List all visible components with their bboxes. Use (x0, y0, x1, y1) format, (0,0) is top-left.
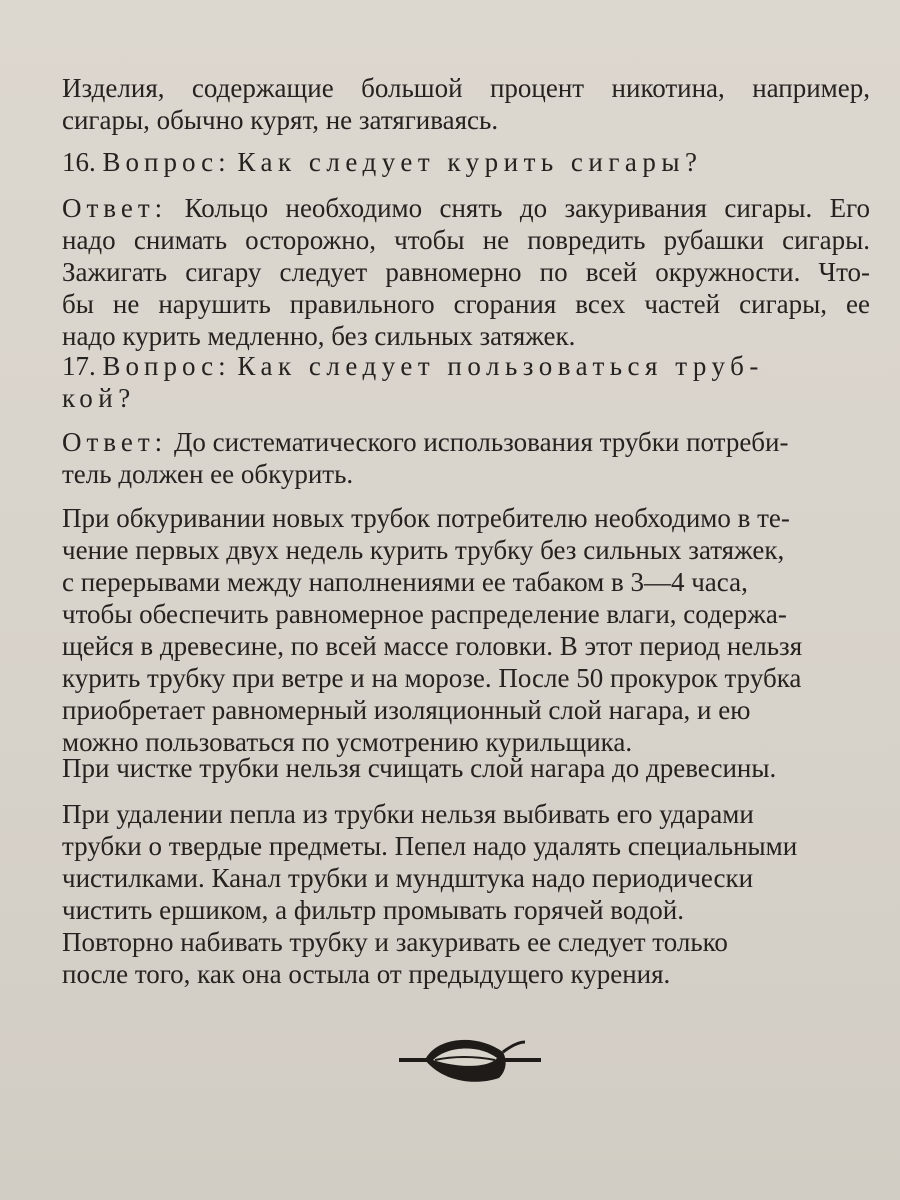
question-text: Как следует пользоваться труб- (237, 351, 764, 381)
answer-16 (62, 192, 870, 352)
paragraph-refill (62, 926, 870, 990)
paragraph-cleaning (62, 752, 870, 784)
intro-line: Изделия, содержащие большой процент никотина, например, (62, 73, 870, 103)
answer-line: надо курить медленно, без сильных затяжек. (62, 321, 576, 351)
answer-17 (62, 426, 870, 490)
question-number: 17. (62, 351, 96, 381)
paragraph-line: чение первых двух недель курить трубку без сильных затяжек, (62, 535, 785, 565)
leaf-ornament-icon (395, 1030, 545, 1100)
paragraph-line: с перерывами между наполнениями ее табаком в 3—4 часа, (62, 567, 748, 597)
paragraph-line: При чистке трубки нельзя счищать слой нагара до древесины. (62, 753, 777, 783)
paragraph-line: чистить ершиком, а фильтр промывать горячей водой. (62, 895, 684, 925)
answer-line: бы не нарушить правильного сгорания всех частей сигары, ее (62, 289, 870, 319)
paragraph-line: При обкуривании новых трубок потребителю необходимо в те- (62, 503, 790, 533)
answer-line: Кольцо необходимо снять до закуривания сигары. Его (184, 193, 871, 223)
paragraph-line: трубки о твердые предметы. Пепел надо удалять специальными (62, 831, 798, 861)
question-text: кой? (62, 383, 136, 413)
intro-paragraph (62, 72, 870, 136)
intro-line: сигары, обычно курят, не затягиваясь. (62, 105, 499, 135)
answer-label: Ответ: (62, 427, 168, 457)
answer-line: Зажигать сигару следует равномерно по всей окружности. Что- (62, 257, 870, 287)
question-number: 16. (62, 147, 96, 177)
paragraph-line: чистилками. Канал трубки и мундштука надо периодически (62, 863, 754, 893)
question-16 (62, 146, 870, 178)
paragraph-breaking-in (62, 502, 870, 758)
question-17 (62, 350, 870, 414)
paragraph-ash (62, 798, 870, 926)
answer-line: До систематического использования трубки потреби- (173, 427, 789, 457)
paragraph-line: щейся в древесине, по всей массе головки. В этот период нельзя (62, 631, 803, 661)
paragraph-line: При удалении пепла из трубки нельзя выбивать его ударами (62, 799, 754, 829)
paragraph-line: приобретает равномерный изоляционный слой нагара, и ею (62, 695, 751, 725)
answer-line: надо снимать осторожно, чтобы не повредить рубашки сигары. (62, 225, 870, 255)
paragraph-line: Повторно набивать трубку и закуривать ее следует только (62, 927, 728, 957)
answer-label: Ответ: (62, 193, 168, 223)
question-label: Вопрос: (102, 147, 231, 177)
paragraph-line: можно пользоваться по усмотрению курильщика. (62, 727, 633, 757)
question-label: Вопрос: (102, 351, 231, 381)
paragraph-line: чтобы обеспечить равномерное распределение влаги, содержа- (62, 599, 787, 629)
paragraph-line: курить трубку при ветре и на морозе. После 50 прокурок трубка (62, 663, 802, 693)
question-text: Как следует курить сигары? (237, 147, 703, 177)
answer-line: тель должен ее обкурить. (62, 459, 354, 489)
paragraph-line: после того, как она остыла от предыдущего курения. (62, 959, 671, 989)
